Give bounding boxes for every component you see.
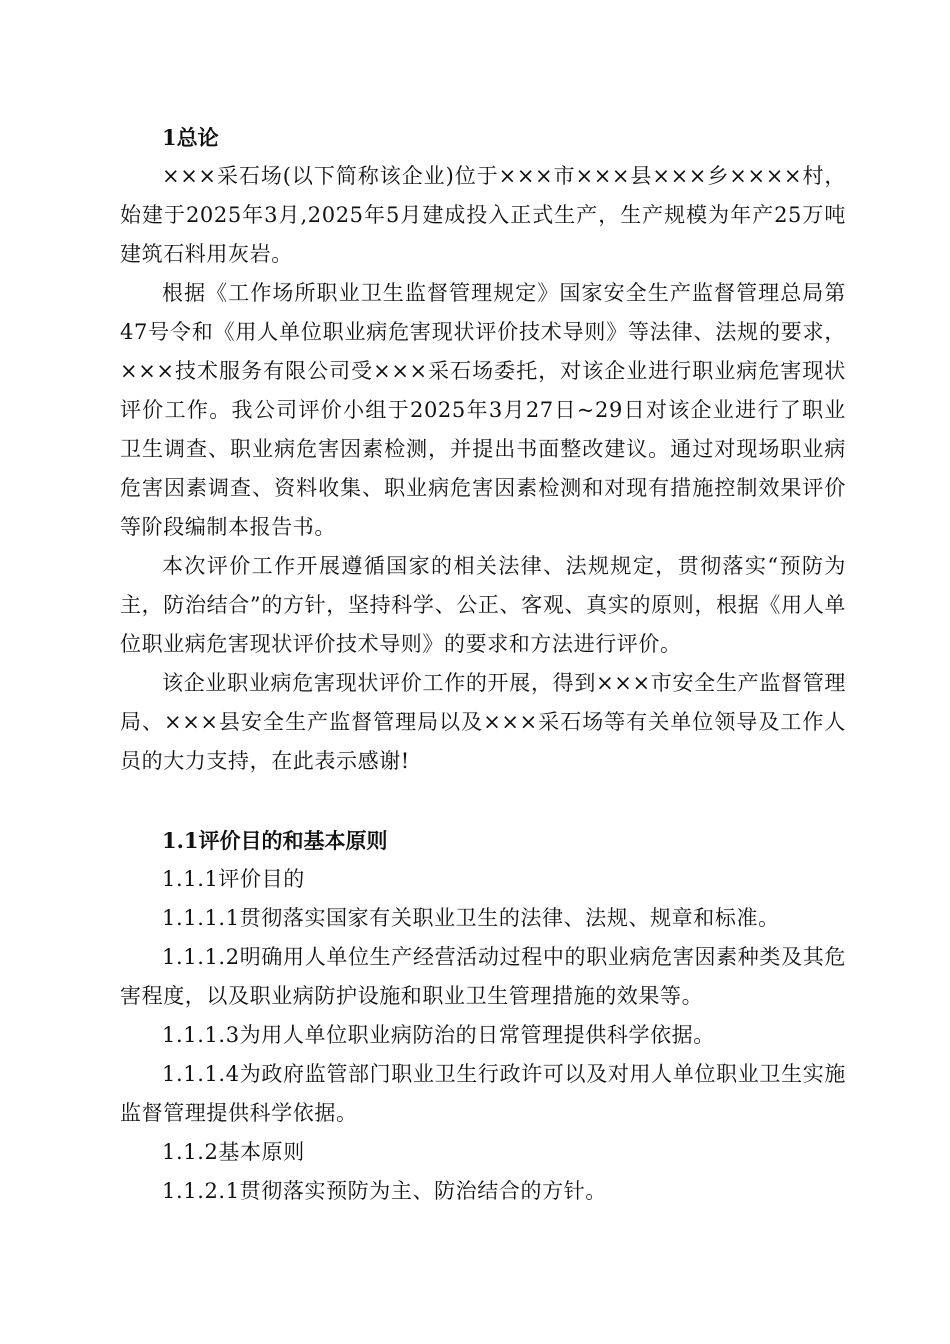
subsection-heading-principles: 1.1.2基本原则 xyxy=(162,1140,305,1164)
section-heading-general: 1总论 xyxy=(162,125,219,150)
list-item-purpose-2: 1.1.1.2明确用人单位生产经营活动过程中的职业病危害因素种类及其危害程度，以及职业病防护设施和职业卫生管理措施的效果等。 xyxy=(120,945,846,1008)
list-item-purpose-4: 1.1.1.4为政府监管部门职业卫生行政许可以及对用人单位职业卫生实施监督管理提供科学依据。 xyxy=(120,1062,846,1125)
paragraph-evaluation-principle: 本次评价工作开展遵循国家的相关法律、法规规定，贯彻落实“预防为主，防治结合”的方针，坚持科学、公正、客观、真实的原则，根据《用人单位职业病危害现状评价技术导则》的要求和方法进行评价。 xyxy=(120,554,846,656)
section-heading-purpose-principles: 1.1评价目的和基本原则 xyxy=(162,828,388,853)
list-item-purpose-3: 1.1.1.3为用人单位职业病防治的日常管理提供科学依据。 xyxy=(162,1023,715,1047)
list-item-purpose-1: 1.1.1.1贯彻落实国家有关职业卫生的法律、法规、规章和标准。 xyxy=(162,906,780,930)
section-spacer xyxy=(120,781,846,821)
paragraph-evaluation-basis: 根据《工作场所职业卫生监督管理规定》国家安全生产监督管理总局第47号令和《用人单位职业病危害现状评价技术导则》等法律、法规的要求，×××技术服务有限公司受×××采石场委托，对该企业进行职业病危害现状评价工作。我公司评价小组于2025年3月27日~29日对该企业进行了职业卫生调查、职业病危害因素检测，并提出书面整改建议。通过对现场职业病危害因素调查、资料收集、职业病危害因素检测和对现有措施控制效果评价等阶段编制本报告书。 xyxy=(120,281,846,539)
document-body xyxy=(120,118,846,1211)
subsection-heading-purpose: 1.1.1评价目的 xyxy=(162,867,305,891)
list-item-principle-1: 1.1.2.1贯彻落实预防为主、防治结合的方针。 xyxy=(162,1179,607,1203)
paragraph-company-intro: ×××采石场(以下简称该企业)位于×××市×××县×××乡××××村，始建于2025年3月,2025年5月建成投入正式生产，生产规模为年产25万吨建筑石料用灰岩。 xyxy=(120,164,846,266)
paragraph-acknowledgement: 该企业职业病危害现状评价工作的开展，得到×××市安全生产监督管理局、×××县安全生产监督管理局以及×××采石场等有关单位领导及工作人员的大力支持，在此表示感谢! xyxy=(120,671,846,773)
